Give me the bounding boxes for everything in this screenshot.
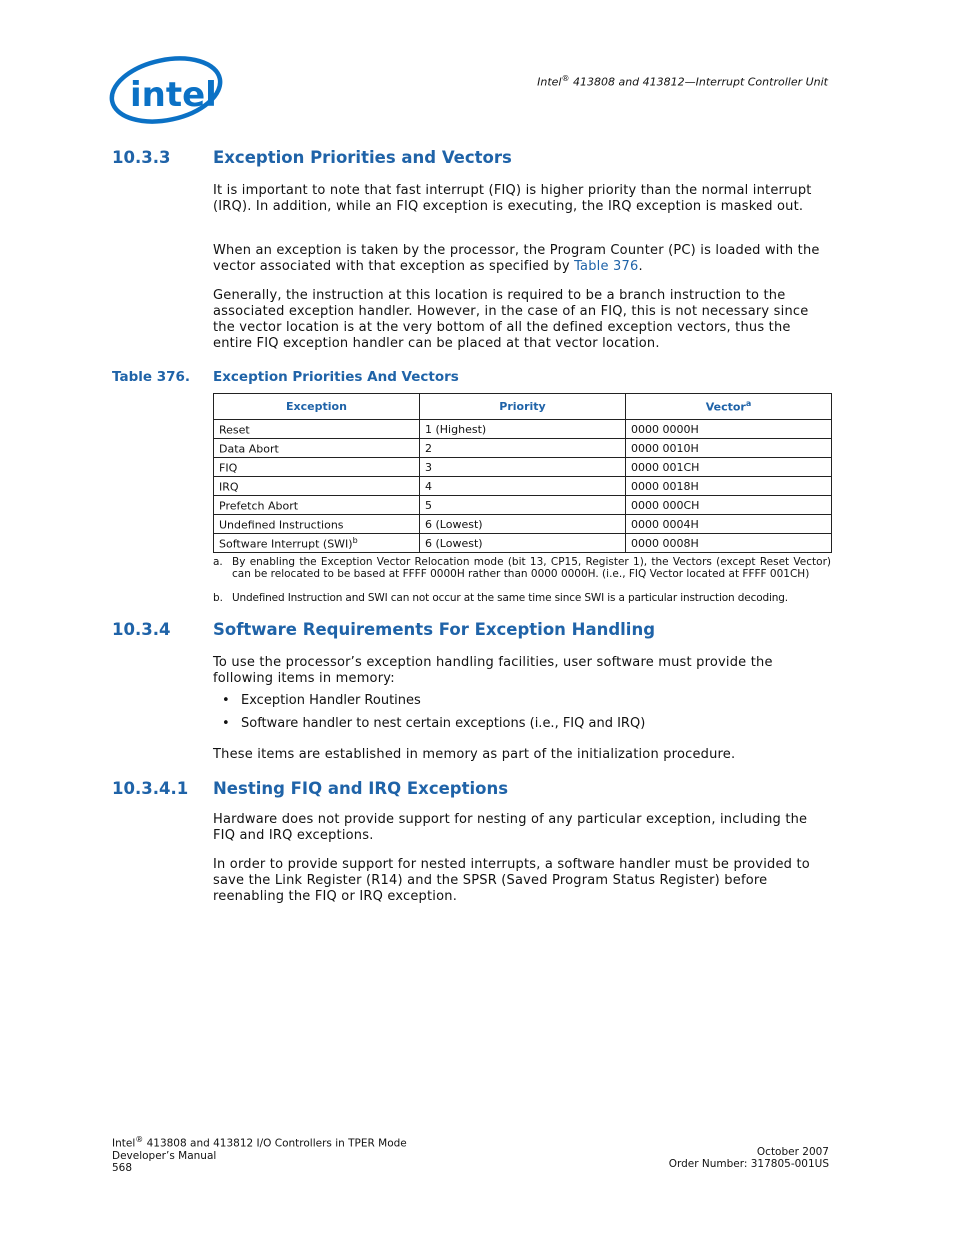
cell-exception: FIQ (214, 458, 420, 477)
table-row (214, 439, 832, 458)
paragraph: Generally, the instruction at this location is required to be a branch instruction to the associated exception handler. However, in the case of an FIQ, this is not necessary since the vector location is at the very bottom of all the defined exception vectors, thus the entire FIQ exception handler can be placed at that vector location. (213, 288, 809, 351)
table-header-row (214, 394, 832, 420)
cell-exception: Data Abort (214, 439, 420, 458)
table-row (214, 477, 832, 496)
cell-priority: 1 (Highest) (420, 420, 626, 439)
list-item: • Software handler to nest certain exceptions (i.e., FIQ and IRQ) (222, 716, 646, 731)
paragraph: When an exception is taken by the processor, the Program Counter (PC) is loaded with the vector associated with that exception as specified by Table 376. (213, 243, 820, 274)
paragraph: These items are established in memory as part of the initialization procedure. (213, 747, 736, 762)
cell-exception: IRQ (214, 477, 420, 496)
intel-logo (108, 50, 228, 130)
cell-vector: 0000 0010H (626, 439, 832, 458)
cell-exception: Undefined Instructions (214, 515, 420, 534)
bullet-icon: • (222, 716, 230, 731)
table-row (214, 458, 832, 477)
table-footnote-b: b. Undefined Instruction and SWI can not occur at the same time since SWI is a particular instruction decoding. (213, 592, 788, 604)
section-heading-10-3-4: 10.3.4 Software Requirements For Exception Handling (112, 620, 656, 639)
cell-priority: 2 (420, 439, 626, 458)
cell-priority: 6 (Lowest) (420, 515, 626, 534)
section-heading-10-3-4-1: 10.3.4.1 Nesting FIQ and IRQ Exceptions (112, 779, 509, 798)
table-376-link[interactable]: Table 376 (574, 259, 639, 274)
column-header: Vector$^a$ (626, 394, 832, 420)
table-row (214, 515, 832, 534)
cell-vector: 0000 0018H (626, 477, 832, 496)
column-header: Exception (214, 394, 420, 420)
logo-wordmark: intel (130, 75, 217, 115)
cell-exception: Software Interrupt (SWI)$^b$ (214, 534, 420, 553)
table-row (214, 420, 832, 439)
footer-right: October 2007 Order Number: 317805-001US (668, 1146, 829, 1170)
table-caption: Table 376. Exception Priorities And Vectors (112, 369, 459, 385)
cell-vector: 0000 001CH (626, 458, 832, 477)
paragraph: Hardware does not provide support for nesting of any particular exception, including the FIQ and IRQ exceptions. (213, 812, 808, 843)
cell-priority: 6 (Lowest) (420, 534, 626, 553)
paragraph: It is important to note that fast interrupt (FIQ) is higher priority than the normal interrupt (IRQ). In addition, while an FIQ exception is executing, the IRQ exception is masked out. (213, 183, 812, 214)
cell-vector: 0000 0004H (626, 515, 832, 534)
table-row (214, 534, 832, 553)
page-number: 568 (112, 1161, 133, 1174)
cell-vector: 0000 0008H (626, 534, 832, 553)
column-header: Priority (420, 394, 626, 420)
cell-priority: 5 (420, 496, 626, 515)
section-heading-10-3-3: 10.3.3 Exception Priorities and Vectors (112, 148, 512, 167)
footer-left: Intel® 413808 and 413812 I/O Controllers in TPER Mode Developer’s Manual 568 (112, 1135, 407, 1174)
running-header: Intel® 413808 and 413812—Interrupt Controller Unit (537, 74, 828, 89)
cell-exception: Reset (214, 420, 420, 439)
cell-priority: 3 (420, 458, 626, 477)
table-footnote-a: a. By enabling the Exception Vector Relocation mode (bit 13, CP15, Register 1), the Vectors (except Reset Vector) can be relocated to be based at FFFF 0000H rather than 0000 0000H. (i.e., FIQ Vector located at FFFF 001CH) (213, 556, 831, 580)
cell-priority: 4 (420, 477, 626, 496)
exception-vectors-table (213, 393, 832, 553)
cell-vector: 0000 0000H (626, 420, 832, 439)
bullet-icon: • (222, 693, 230, 708)
list-item: • Exception Handler Routines (222, 693, 421, 708)
paragraph: In order to provide support for nested interrupts, a software handler must be provided to save the Link Register (R14) and the SPSR (Saved Program Status Register) before reenabling the FIQ or IRQ exception. (213, 857, 810, 904)
table-row (214, 496, 832, 515)
cell-exception: Prefetch Abort (214, 496, 420, 515)
paragraph: To use the processor’s exception handling facilities, user software must provide the following items in memory: (213, 655, 773, 686)
cell-vector: 0000 000CH (626, 496, 832, 515)
